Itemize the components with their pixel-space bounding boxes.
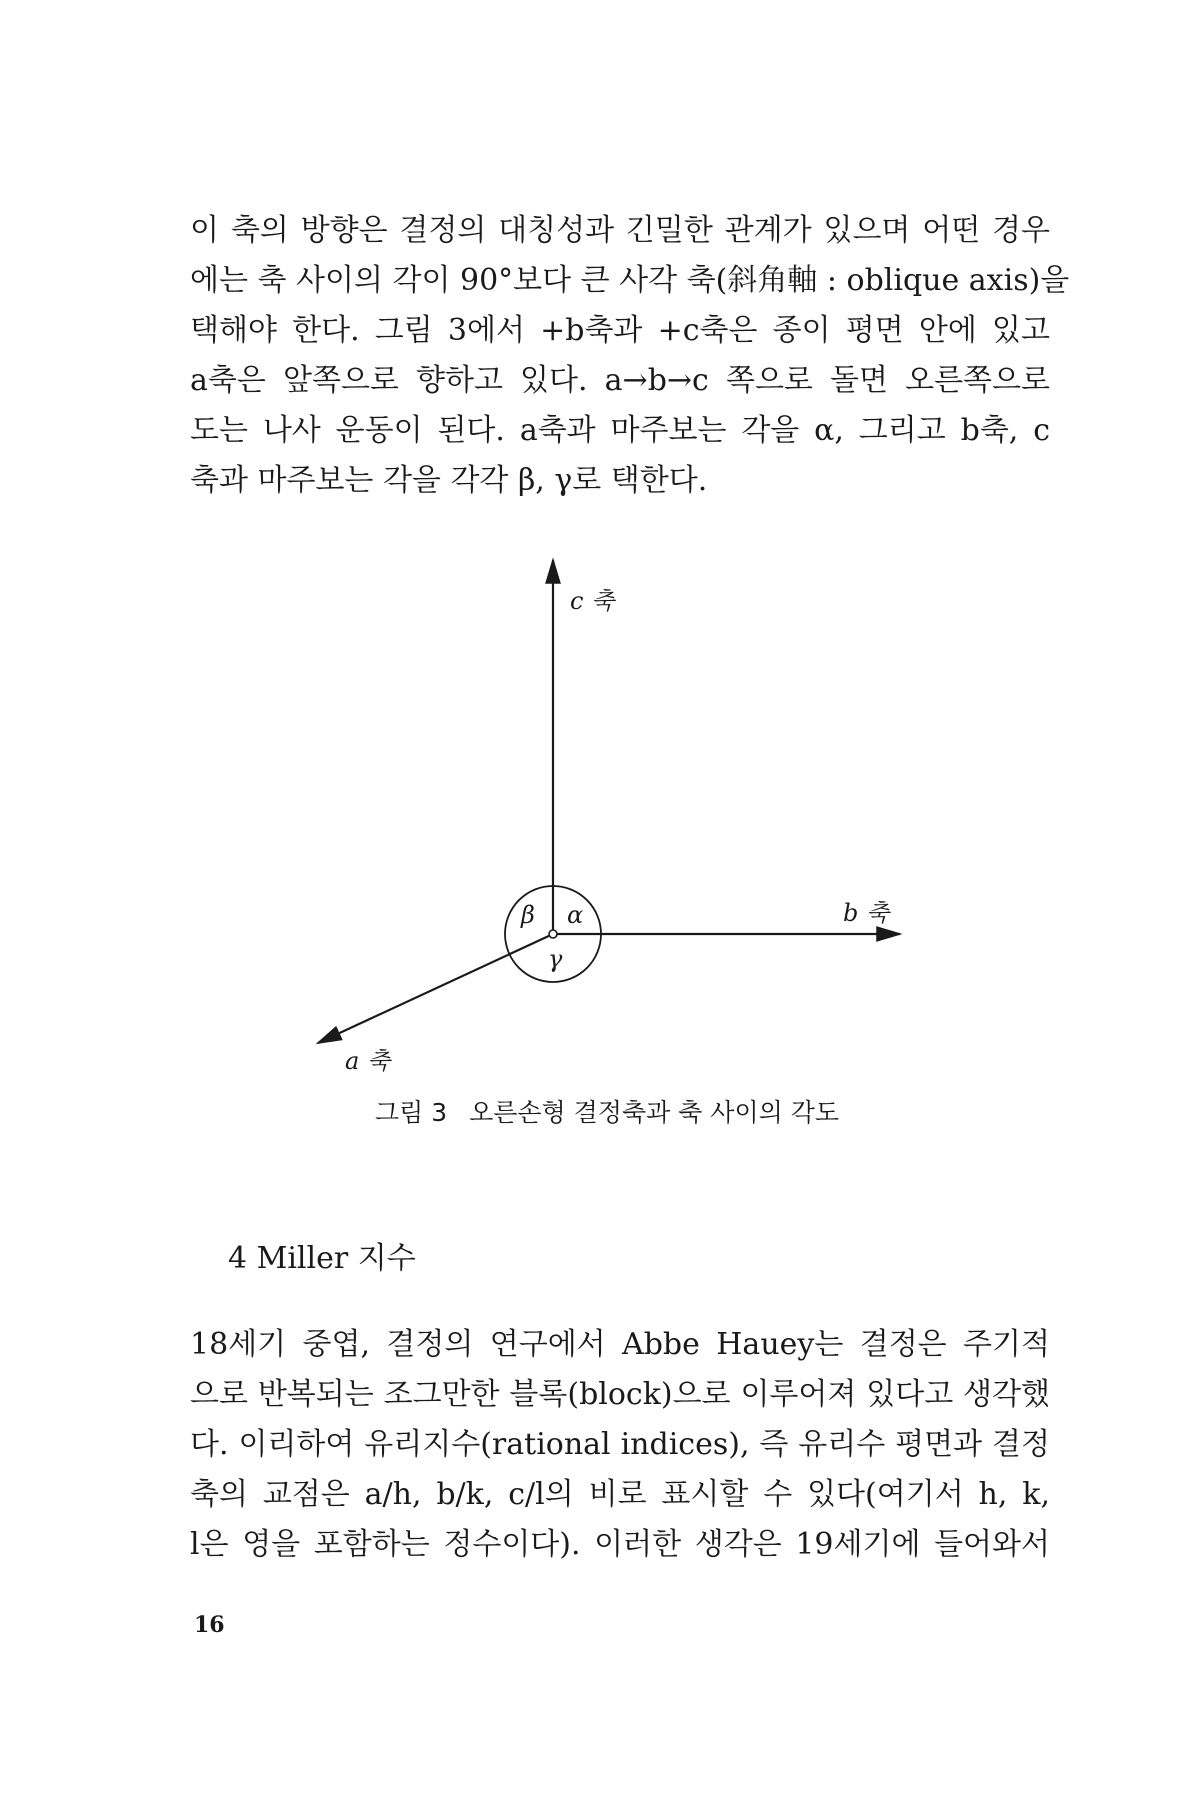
text-line: 택해야 한다. 그림 3에서 +b축과 +c축은 종이 평면 안에 있고 xyxy=(190,313,1050,348)
text-line: 도는 나사 운동이 된다. a축과 마주보는 각을 α, 그리고 b축, c xyxy=(190,413,1050,448)
text-line: 으로 반복되는 조그만한 블록(block)으로 이루어져 있다고 생각했 xyxy=(190,1377,1050,1412)
text-line: 축의 교점은 a/h, b/k, c/l의 비로 표시할 수 있다(여기서 h, k, xyxy=(190,1477,1050,1512)
figure-caption-text: 오른손형 결정축과 축 사이의 각도 xyxy=(469,1098,839,1127)
c-axis-label: c 축 xyxy=(570,587,615,615)
a-axis-label: a 축 xyxy=(345,1047,391,1075)
text-line: 에는 축 사이의 각이 90°보다 큰 사각 축(斜角軸 : oblique axis)을 xyxy=(190,263,1070,298)
text-line: 축과 마주보는 각을 각각 β, γ로 택한다. xyxy=(190,463,708,498)
paragraph-miller-history xyxy=(190,1320,1050,1570)
origin-point xyxy=(549,930,557,938)
angle-gamma-label: γ xyxy=(548,945,563,973)
angle-alpha-label: α xyxy=(567,901,584,929)
text-line: 18세기 중엽, 결정의 연구에서 Abbe Hauey는 결정은 주기적 xyxy=(190,1327,1050,1362)
angle-beta-label: β xyxy=(521,901,535,929)
text-line: l은 영을 포함하는 정수이다). 이러한 생각은 19세기에 들어와서 xyxy=(190,1527,1050,1562)
b-axis-label: b 축 xyxy=(843,899,890,927)
text-line: 이 축의 방향은 결정의 대칭성과 긴밀한 관계가 있으며 어떤 경우 xyxy=(190,213,1050,248)
text-line: 다. 이리하여 유리지수(rational indices), 즉 유리수 평면과 결정 xyxy=(190,1427,1050,1462)
page-number: 16 xyxy=(194,1612,225,1638)
figure-caption-number: 그림 3 xyxy=(375,1098,448,1127)
a-axis-line xyxy=(318,934,553,1043)
section-heading: 4 Miller 지수 xyxy=(228,1241,416,1276)
text-line: a축은 앞쪽으로 향하고 있다. a→b→c 쪽으로 돌면 오른쪽으로 xyxy=(190,363,1050,398)
figure-caption xyxy=(375,1093,839,1129)
